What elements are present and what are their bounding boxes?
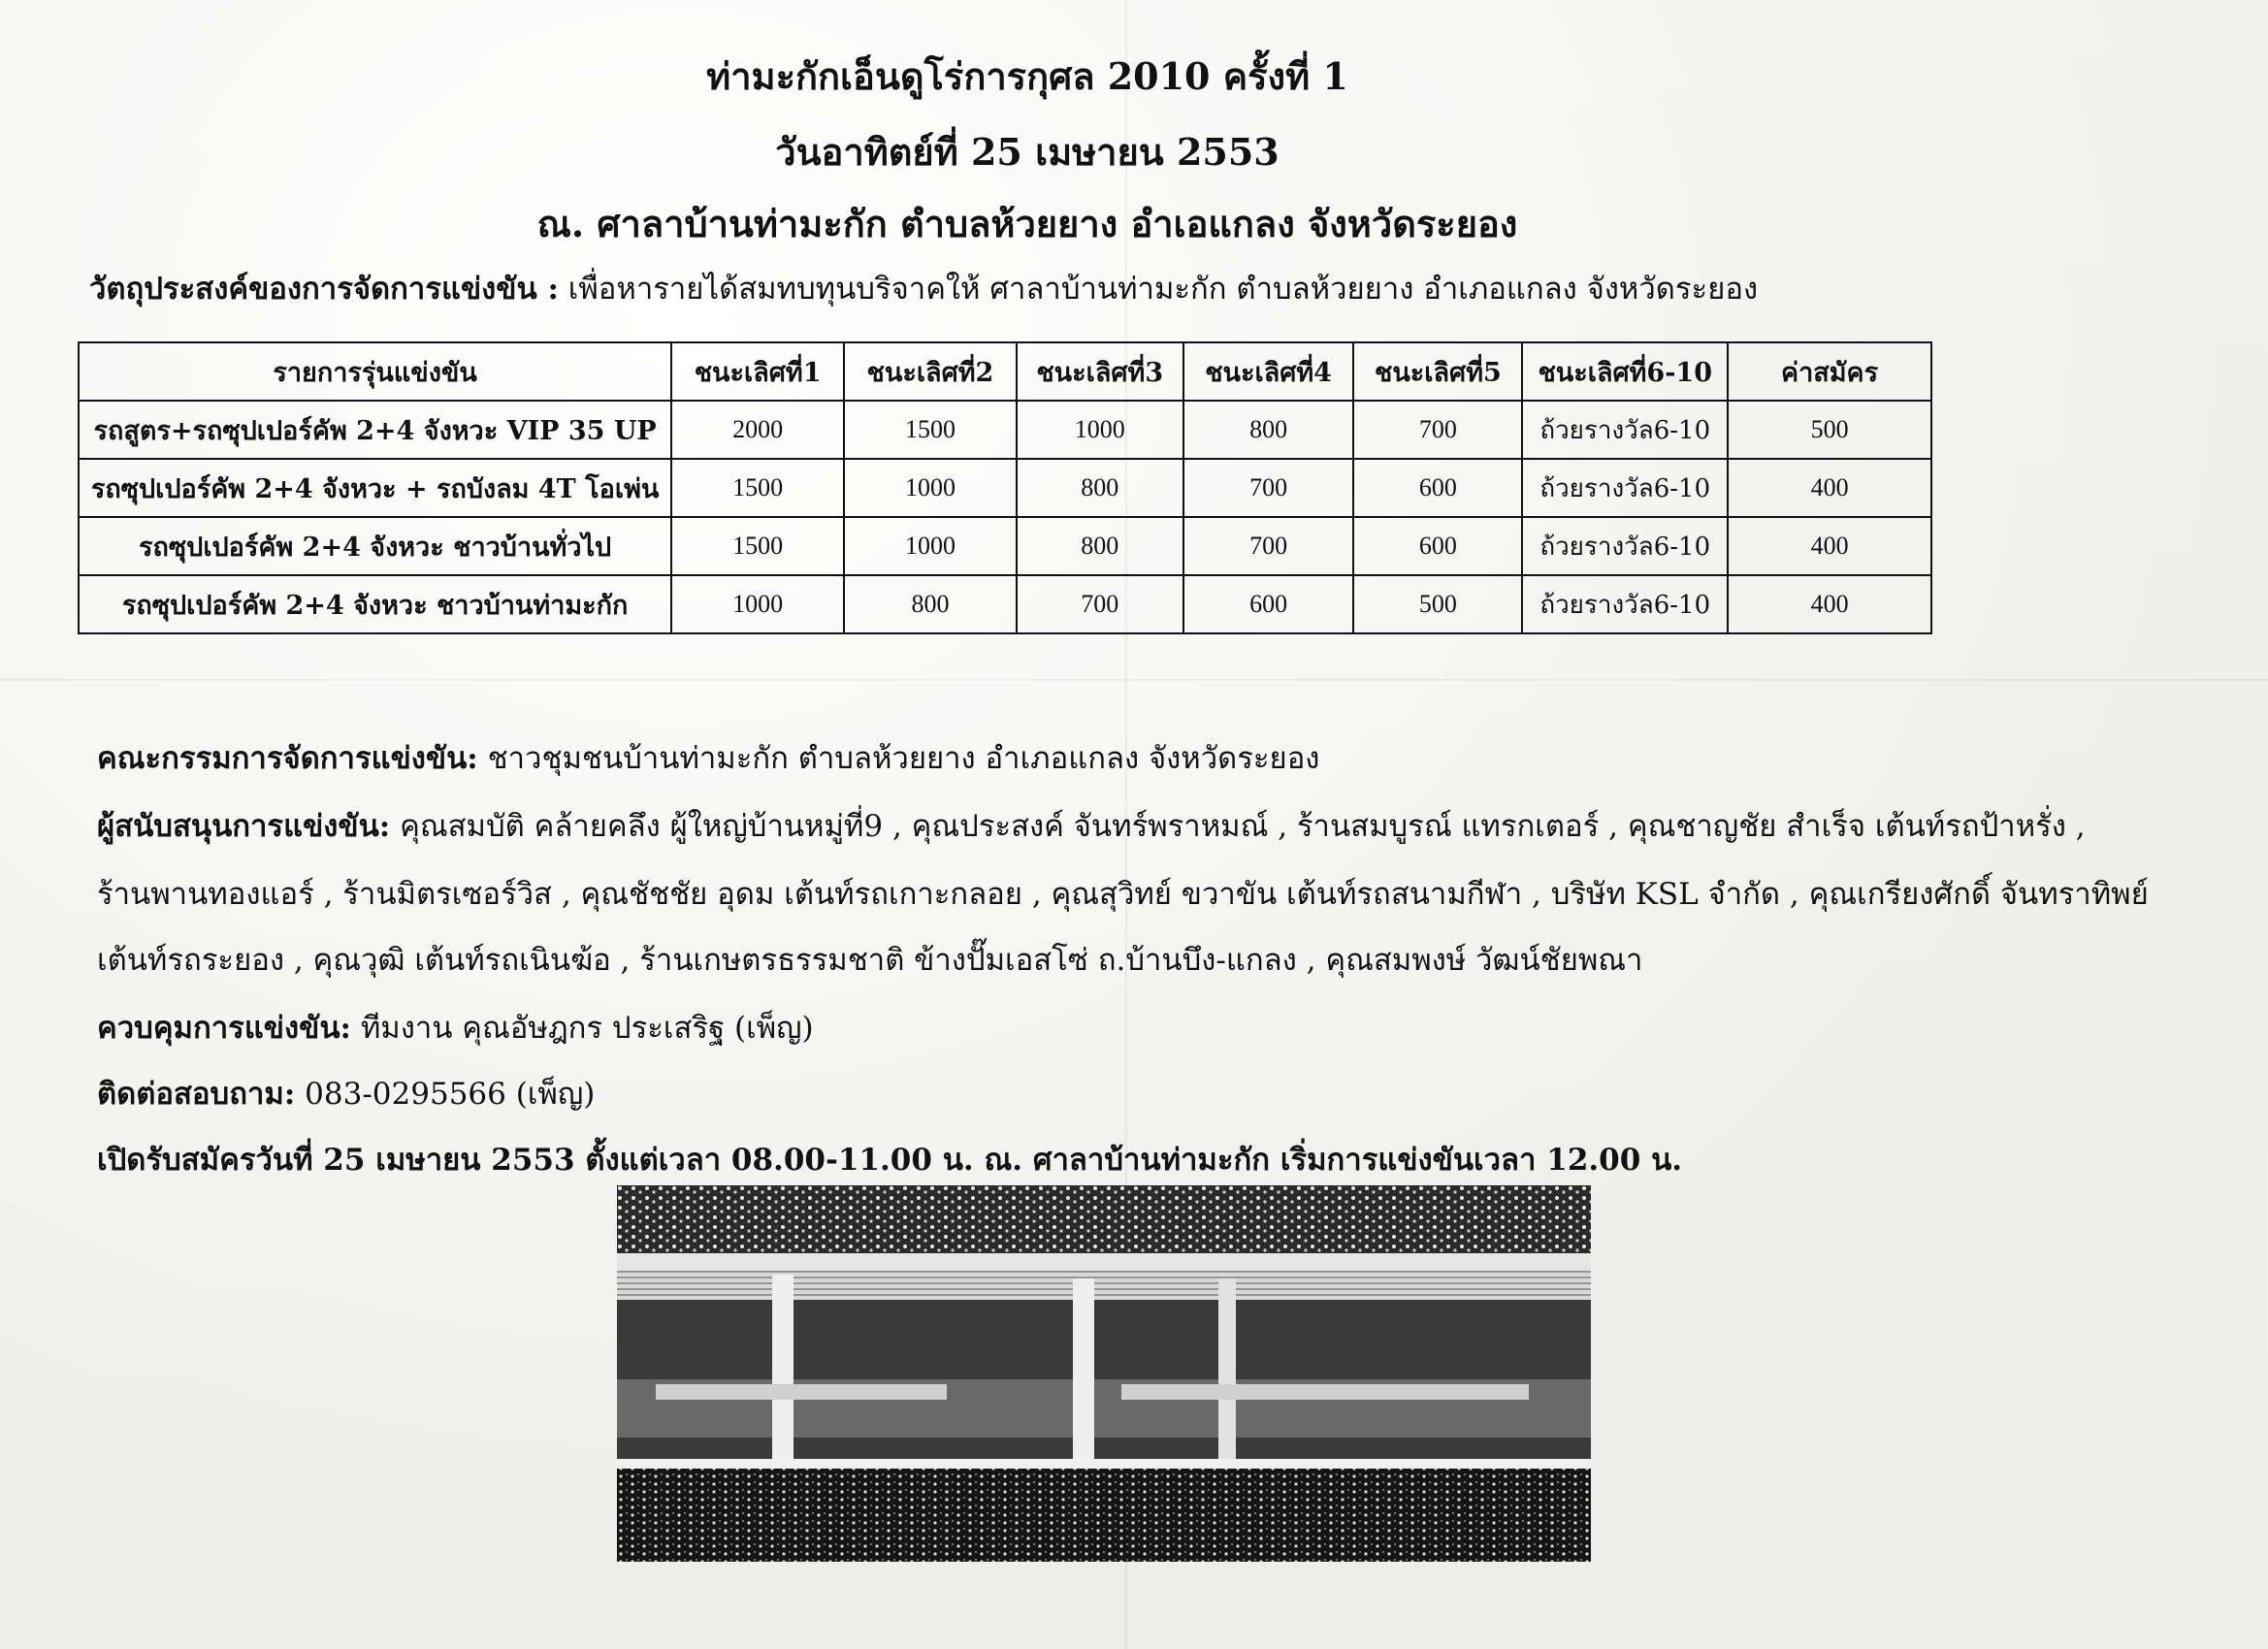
contact-label: ติดต่อสอบถาม: <box>97 1077 296 1112</box>
contact-text: 083-0295566 (เพ็ญ) <box>295 1077 596 1112</box>
prize-5: 600 <box>1353 459 1522 517</box>
purpose-line <box>89 264 1758 312</box>
header-class: รายการรุ่นแข่งขัน <box>79 342 671 401</box>
prize-2: 1000 <box>844 459 1017 517</box>
purpose-text: เพื่อหารายได้สมทบทุนบริจาคให้ ศาลาบ้านท่ามะกัก ตำบลห้วยยาง อำเภอแกลง จังหวัดระยอง <box>558 272 1759 307</box>
table-header-row <box>79 342 1931 401</box>
sponsors-label: ผู้สนับสนุนการแข่งขัน: <box>97 809 391 844</box>
header-place-2: ชนะเลิศที่2 <box>844 342 1017 401</box>
entry-fee: 400 <box>1728 459 1931 517</box>
class-name: รถซุปเปอร์คัพ 2+4 จังหวะ + รถบังลม 4T โอเพ่น <box>79 459 671 517</box>
table-row <box>79 575 1931 633</box>
prize-4: 700 <box>1183 517 1354 575</box>
prize-5: 700 <box>1353 401 1522 459</box>
header-place-1: ชนะเลิศที่1 <box>671 342 844 401</box>
prize-6-10: ถ้วยรางวัล6-10 <box>1522 459 1728 517</box>
committee-line <box>97 733 1319 782</box>
event-title: ท่ามะกักเอ็นดูโร่การกุศล 2010 ครั้งที่ 1 <box>706 54 1348 98</box>
control-text: ทีมงาน คุณอัษฎกร ประเสริฐ (เพ็ญ) <box>350 1011 814 1046</box>
table-row <box>79 401 1931 459</box>
committee-text: ชาวชุมชนบ้านท่ามะกัก ตำบลห้วยยาง อำเภอแกลง จังหวัดระยอง <box>477 741 1320 776</box>
sponsors-line-3: เต้นท์รถระยอง , คุณวุฒิ เต้นท์รถเนินฆ้อ , ร้านเกษตรธรรมชาติ ข้างปั๊มเอสโซ่ ถ.บ้านบึง-แกลง , คุณสมพงษ์ วัฒน์ชัยพณา <box>97 943 1643 978</box>
header-place-5: ชนะเลิศที่5 <box>1353 342 1522 401</box>
prize-5: 500 <box>1353 575 1522 633</box>
prize-1: 1500 <box>671 517 844 575</box>
fold-crease-horizontal <box>0 679 2268 681</box>
purpose-label: วัตถุประสงค์ของการจัดการแข่งขัน : <box>89 272 559 307</box>
control-label: ควบคุมการแข่งขัน: <box>97 1011 351 1046</box>
prize-4: 600 <box>1183 575 1354 633</box>
header-place-6-10: ชนะเลิศที่6-10 <box>1522 342 1728 401</box>
header-place-4: ชนะเลิศที่4 <box>1183 342 1354 401</box>
prize-3: 700 <box>1017 575 1183 633</box>
prize-1: 1000 <box>671 575 844 633</box>
committee-label: คณะกรรมการจัดการแข่งขัน: <box>97 741 478 776</box>
contact-line <box>97 1069 595 1117</box>
prize-4: 700 <box>1183 459 1354 517</box>
prize-3: 1000 <box>1017 401 1183 459</box>
prize-5: 600 <box>1353 517 1522 575</box>
sponsors-line-2: ร้านพานทองแอร์ , ร้านมิตรเซอร์วิส , คุณชัชชัย อุดม เต้นท์รถเกาะกลอย , คุณสุวิทย์ ขวาขัน เต้นท์รถสนามกีฬา , บริษัท KSL จำกัด , คุณเกรียงศักดิ์ จันทราทิพย์ <box>97 877 2149 912</box>
event-date: วันอาทิตย์ที่ 25 เมษายน 2553 <box>775 130 1280 174</box>
registration-text: เปิดรับสมัครวันที่ 25 เมษายน 2553 ตั้งแต่เวลา 08.00-11.00 น. ณ. ศาลาบ้านท่ามะกัก เริ่มการแข่งขันเวลา 12.00 น. <box>97 1143 1683 1178</box>
class-name: รถซุปเปอร์คัพ 2+4 จังหวะ ชาวบ้านทั่วไป <box>79 517 671 575</box>
table-row <box>79 459 1931 517</box>
header-place-3: ชนะเลิศที่3 <box>1017 342 1183 401</box>
prize-1: 1500 <box>671 459 844 517</box>
prize-1: 2000 <box>671 401 844 459</box>
registration-line <box>97 1135 1682 1183</box>
header-entry-fee: ค่าสมัคร <box>1728 342 1931 401</box>
event-venue: ณ. ศาลาบ้านท่ามะกัก ตำบลห้วยยาง อำเอแกลง จังหวัดระยอง <box>536 202 1518 245</box>
prize-2: 800 <box>844 575 1017 633</box>
prize-3: 800 <box>1017 459 1183 517</box>
class-name: รถสูตร+รถซุปเปอร์คัพ 2+4 จังหวะ VIP 35 UP <box>79 401 671 459</box>
entry-fee: 400 <box>1728 517 1931 575</box>
entry-fee: 500 <box>1728 401 1931 459</box>
prize-table <box>78 341 1932 634</box>
prize-6-10: ถ้วยรางวัล6-10 <box>1522 575 1728 633</box>
class-name: รถซุปเปอร์คัพ 2+4 จังหวะ ชาวบ้านท่ามะกัก <box>79 575 671 633</box>
prize-4: 800 <box>1183 401 1354 459</box>
table-row <box>79 517 1931 575</box>
prize-6-10: ถ้วยรางวัล6-10 <box>1522 517 1728 575</box>
sponsors-text-1: คุณสมบัติ คล้ายคลึง ผู้ใหญ่บ้านหมู่ที่9 , คุณประสงค์ จันทร์พราหมณ์ , ร้านสมบูรณ์ แทรกเตอร์ , คุณชาญชัย สำเร็จ เต้นท์รถป้าหรั่ง , <box>390 809 2086 844</box>
prize-3: 800 <box>1017 517 1183 575</box>
prize-6-10: ถ้วยรางวัล6-10 <box>1522 401 1728 459</box>
pavilion-illustration <box>617 1185 1591 1562</box>
entry-fee: 400 <box>1728 575 1931 633</box>
sponsors-line-1 <box>97 801 2086 850</box>
prize-2: 1500 <box>844 401 1017 459</box>
prize-2: 1000 <box>844 517 1017 575</box>
control-line <box>97 1003 814 1051</box>
venue-photo <box>617 1185 1591 1562</box>
